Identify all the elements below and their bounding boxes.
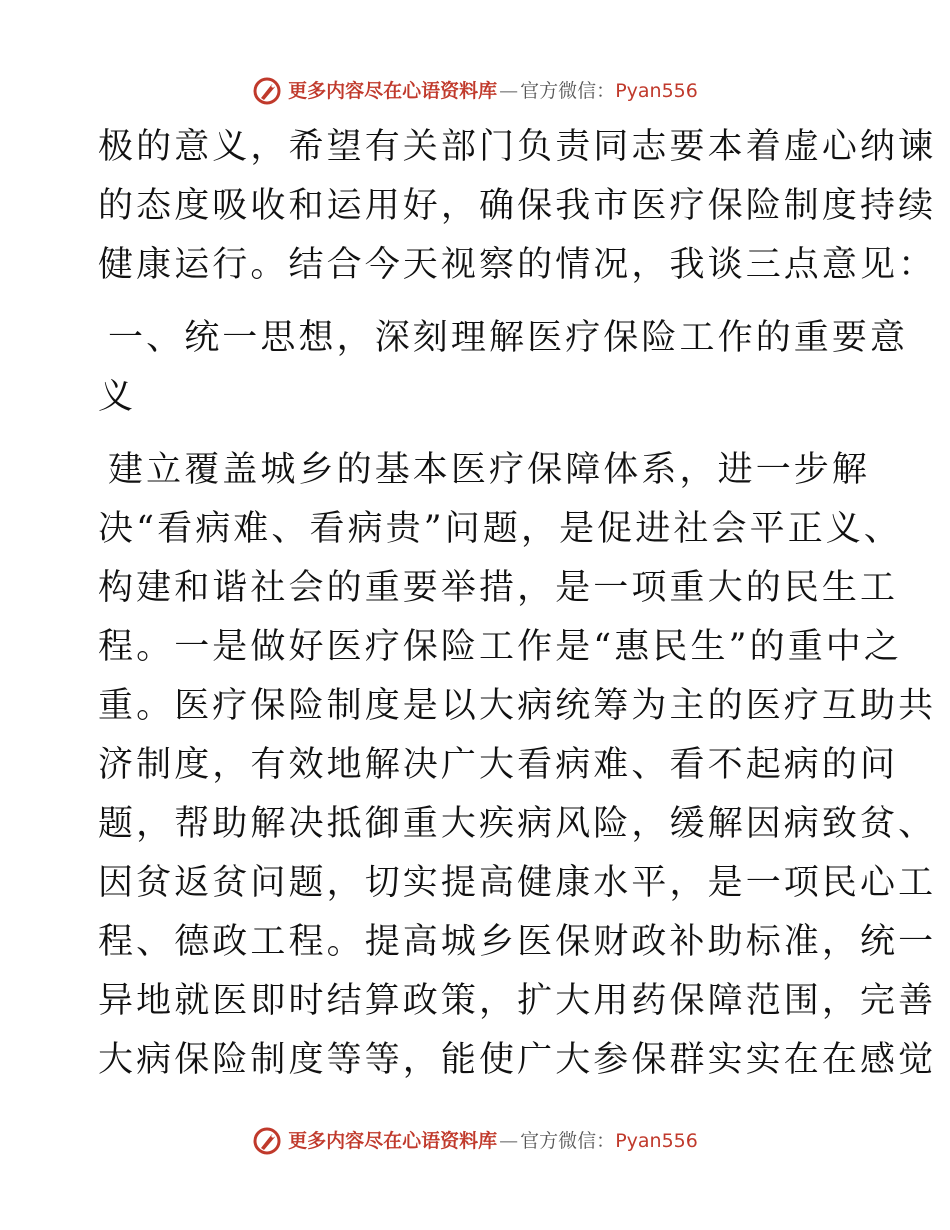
pen-nib-logo-icon <box>252 76 282 106</box>
text-line: 因贫返贫问题，切实提高健康水平，是一项民心工 <box>98 863 937 903</box>
text-line: 程。一是做好医疗保险工作是“惠民生”的重中之 <box>98 627 902 667</box>
text-line: 大病保险制度等等，能使广大参保群实实在在感觉 <box>98 1040 937 1080</box>
heading-line: 义 <box>98 377 137 417</box>
watermark-separator: — <box>499 1130 519 1152</box>
paragraph-section-1 <box>98 441 937 1090</box>
text-line: 题，帮助解决抵御重大疾病风险，缓解因病致贫、 <box>98 804 937 844</box>
text-line: 异地就医即时结算政策，扩大用药保障范围，完善 <box>98 981 937 1021</box>
watermark-brand: 更多内容尽在心语资料库 <box>288 1130 498 1152</box>
pen-nib-logo-icon <box>252 1126 282 1156</box>
text-line: 建立覆盖城乡的基本医疗保障体系，进一步解 <box>108 450 871 490</box>
text-line: 健康运行。结合今天视察的情况，我谈三点意见： <box>98 245 937 285</box>
watermark-wechat-id: Pyan556 <box>615 80 698 102</box>
text-line: 构建和谐社会的重要举措，是一项重大的民生工 <box>98 568 899 608</box>
text-line: 决“看病难、看病贵”问题，是促进社会平正义、 <box>98 509 902 549</box>
text-line: 重。医疗保险制度是以大病统筹为主的医疗互助共 <box>98 686 937 726</box>
section-heading-1 <box>98 309 909 427</box>
watermark-wechat-id: Pyan556 <box>615 1130 698 1152</box>
document-body <box>98 118 937 1090</box>
text-line: 的态度吸收和运用好，确保我市医疗保险制度持续 <box>98 186 937 226</box>
watermark-wechat-label: 官方微信： <box>520 1130 616 1152</box>
text-line: 济制度，有效地解决广大看病难、看不起病的问 <box>98 745 899 785</box>
watermark-separator: — <box>499 80 519 102</box>
text-line: 程、德政工程。提高城乡医保财政补助标准，统一 <box>98 922 937 962</box>
heading-line: 一、统一思想，深刻理解医疗保险工作的重要意 <box>108 318 909 358</box>
header-watermark <box>0 76 950 106</box>
paragraph-intro <box>98 118 937 295</box>
text-line: 极的意义，希望有关部门负责同志要本着虚心纳谏 <box>98 127 937 167</box>
watermark-brand: 更多内容尽在心语资料库 <box>288 80 498 102</box>
footer-watermark <box>0 1126 950 1156</box>
watermark-wechat-label: 官方微信： <box>520 80 616 102</box>
